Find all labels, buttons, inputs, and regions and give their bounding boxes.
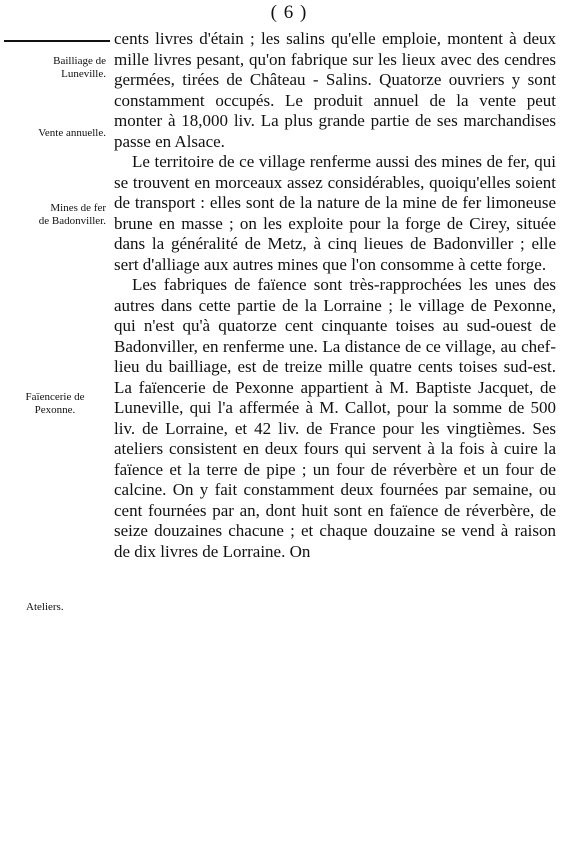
page-number: ( 6 ) bbox=[270, 2, 308, 23]
body-text bbox=[114, 29, 556, 562]
margin-note-faiencerie: Faïencerie de Pexonne. bbox=[25, 391, 85, 416]
paragraph-2: Le territoire de ce village renferme aussi des mines de fer, qui se trouvent en morceaux assez considérables, quoiqu'elles soient de transport : elles sont de la nature de la mine de fer limoneuse brune en masse ; on les exploite pour la forge de Cirey, située dans la généralité de Metz, à cinq lieues de Badonviller ; elle sert d'alliage aux autres mines que l'on consomme à cette forge. bbox=[114, 152, 556, 274]
margin-note-ateliers: Ateliers. bbox=[26, 601, 64, 613]
margin-note-mines-de-fer: Mines de fer de Badonviller. bbox=[38, 202, 106, 227]
paragraph-3: Les fabriques de faïence sont très-rapprochées les unes des autres dans cette partie de la Lorraine ; le village de Pexonne, qui n'est qu'à quatorze cent cinquante toises au sud-ouest de Badonviller, en renferme une. La distance de ce village, au chef-lieu du bailliage, est de treize mille quatre cents toises sud-est. La faïencerie de Pexonne appartient à M. Baptiste Jacquet, de Luneville, qui l'a affermée à M. Callot, pour la somme de 500 liv. de Lorraine, et 42 liv. de France pour les vingtièmes. Ses ateliers consistent en deux fours qui servent à la fois à cuire la faïence et la terre de pipe ; un four de réverbère et un four de calcine. On y fait constamment deux fournées par semaine, ou cent fournées par an, dont huit sont en faïence de réverbère, de seize douzaines chacune ; et chaque douzaine se vend à raison de dix livres de Lorraine. On bbox=[114, 275, 556, 561]
paragraph-1: cents livres d'étain ; les salins qu'elle emploie, montent à deux mille livres pesant, qu'on fabrique sur les lieux avec des cendres germées, tirées de Château - Salins. Quatorze ouvriers y sont constamment occupés. Le produit annuel de la vente peut monter à 18,000 liv. La plus grande partie de ses marchandises passe en Alsace. bbox=[114, 29, 556, 151]
margin-note-vente-annuelle: Vente annuelle. bbox=[38, 127, 106, 139]
top-rule bbox=[4, 40, 110, 42]
margin-note-bailliage: Bailliage de Luneville. bbox=[53, 55, 106, 80]
